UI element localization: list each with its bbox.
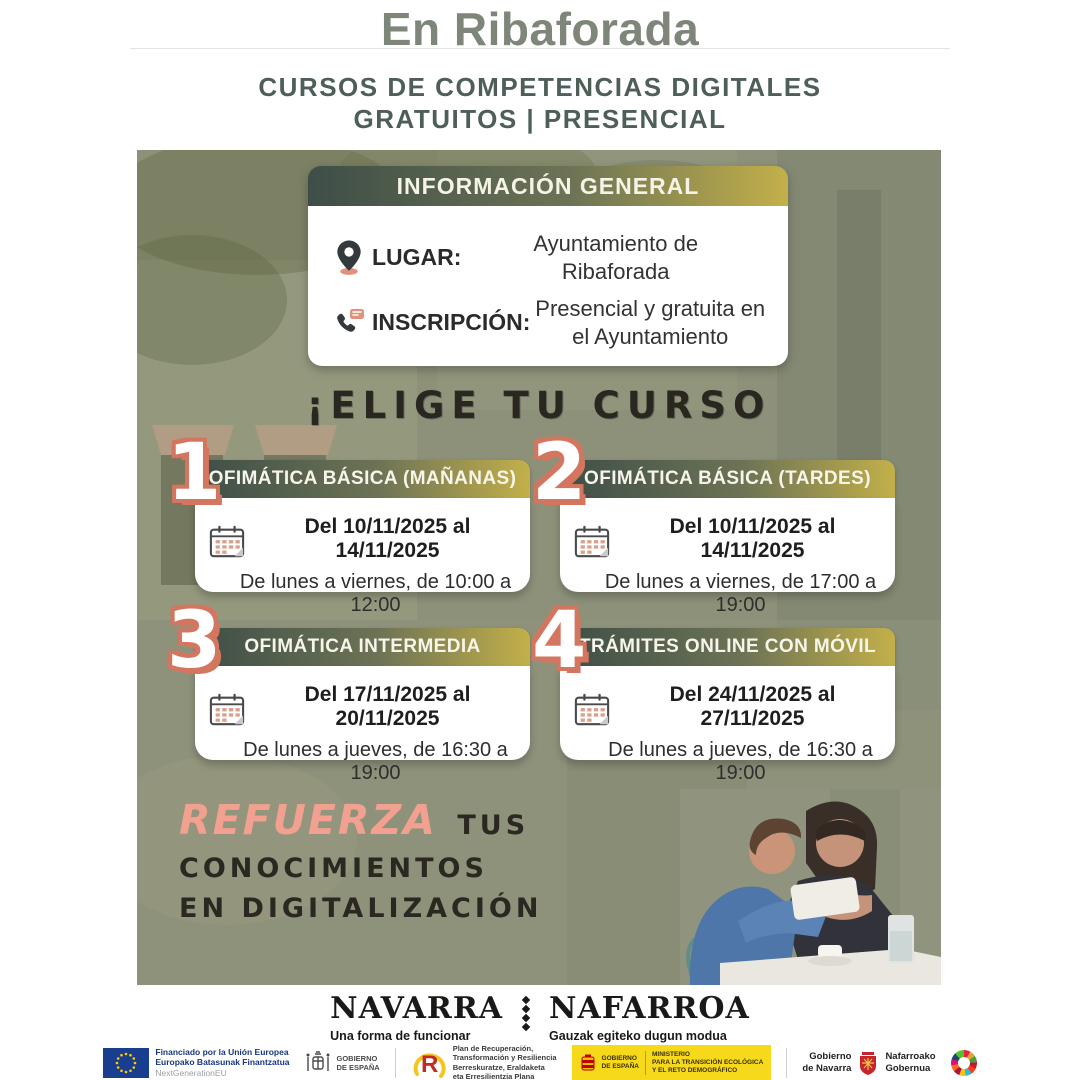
brand-navarra: NAVARRA <box>330 991 504 1026</box>
brand-left-block <box>330 991 504 1043</box>
calendar-icon <box>208 692 246 733</box>
eu-flag-icon <box>103 1048 149 1078</box>
spain-mini-coat-icon <box>580 1054 596 1072</box>
sdg-wheel-icon <box>951 1050 977 1076</box>
calendar-icon <box>573 524 611 565</box>
brand-nafarroa-tagline: Gauzak egiteko dugun modua <box>549 1029 727 1043</box>
svg-text:R: R <box>420 1050 439 1078</box>
registration-label: INSCRIPCIÓN: <box>372 309 531 335</box>
divider <box>395 1048 396 1078</box>
location-value: Ayuntamiento de Ribaforada <box>533 231 699 284</box>
motivation-tagline <box>179 796 542 924</box>
recovery-plan-logo <box>411 1044 557 1080</box>
info-row-location <box>326 230 770 285</box>
phone-icon <box>326 308 372 338</box>
brand-nafarroa: NAFARROA <box>549 991 750 1026</box>
tagline-line1 <box>179 796 542 844</box>
brand-right-block <box>549 991 750 1043</box>
calendar-icon <box>208 524 246 565</box>
recovery-plan-text: Plan de Recuperación, Transformación y Resiliencia Berreskuratze, Eraldaketa eta Erresilientzia Plana <box>452 1044 557 1080</box>
navarra-gov-label-eu: Nafarroako Gobernua <box>885 1051 936 1074</box>
general-info-card <box>308 166 788 366</box>
location-pin-icon <box>326 240 372 276</box>
course-body-3 <box>195 666 530 784</box>
registration-value: Presencial y gratuita en el Ayuntamiento <box>535 296 766 349</box>
ministry-name-label: MINISTERIO PARA LA TRANSICIÓN ECOLÓGICA Y EL RETO DEMOGRÁFICO <box>651 1051 764 1074</box>
navarra-shield-icon <box>857 1050 879 1076</box>
tagline-highlight: REFUERZA <box>179 796 437 844</box>
poster-canvas <box>137 150 941 985</box>
institutional-logos <box>0 1044 1080 1080</box>
tagline-rest: TUS <box>457 810 530 841</box>
tagline-line3: EN DIGITALIZACIÓN <box>179 893 543 924</box>
course-body-2 <box>560 498 895 616</box>
course-dates-1: Del 10/11/2025 al 14/11/2025 <box>304 515 471 562</box>
spain-coat-of-arms-icon <box>305 1049 331 1077</box>
course-schedule-4: De lunes a jueves, de 16:30 a 19:00 <box>608 739 873 784</box>
eu-funding-logo <box>103 1047 289 1079</box>
recovery-plan-icon <box>411 1046 447 1080</box>
general-info-header: INFORMACIÓN GENERAL <box>308 166 788 206</box>
location-label: LUGAR: <box>372 244 462 270</box>
page-title: En Ribaforada <box>380 3 700 55</box>
page-subtitle-line1: CURSOS DE COMPETENCIAS DIGITALES <box>258 72 822 102</box>
ministry-gov-label: GOBIERNO DE ESPAÑA <box>601 1054 639 1070</box>
selfie-photo <box>680 789 941 985</box>
brand-separator-icon <box>523 994 529 1030</box>
course-title-1: OFIMÁTICA BÁSICA (MAÑANAS) <box>195 460 530 498</box>
course-title-4: TRÁMITES ONLINE CON MÓVIL <box>560 628 895 666</box>
course-title-3: OFIMÁTICA INTERMEDIA <box>195 628 530 666</box>
navarra-government-logo <box>802 1050 935 1076</box>
course-body-4 <box>560 666 895 784</box>
course-schedule-1: De lunes a viernes, de 10:00 a 12:00 <box>239 571 512 616</box>
choose-course-heading: ¡ELIGE TU CURSO <box>306 384 772 427</box>
info-row-registration <box>326 295 770 350</box>
course-card-1 <box>167 428 530 616</box>
course-dates-3: Del 17/11/2025 al 20/11/2025 <box>304 683 471 730</box>
brand-navarra-tagline: Una forma de funcionar <box>330 1029 471 1043</box>
page-subtitle-line2: GRATUITOS | PRESENCIAL <box>353 104 727 134</box>
course-number-1: 1 <box>167 428 222 518</box>
calendar-icon <box>573 692 611 733</box>
course-dates-2: Del 10/11/2025 al 14/11/2025 <box>669 515 836 562</box>
course-card-3 <box>167 596 530 784</box>
course-number-4: 4 <box>532 596 587 686</box>
course-schedule-2: De lunes a viernes, de 17:00 a 19:00 <box>604 571 877 616</box>
tagline-line2: CONOCIMIENTOS <box>179 853 488 884</box>
divider <box>645 1051 646 1075</box>
spain-government-label: GOBIERNO DE ESPAÑA <box>336 1053 380 1072</box>
divider <box>786 1048 787 1078</box>
course-card-2 <box>532 428 895 616</box>
course-title-2: OFIMÁTICA BÁSICA (TARDES) <box>560 460 895 498</box>
general-info-body <box>308 206 788 366</box>
spain-government-logo <box>305 1049 380 1077</box>
course-schedule-3: De lunes a jueves, de 16:30 a 19:00 <box>243 739 508 784</box>
eu-funding-text: Financiado por la Unión Europea Europako Batasunak Finantzatua NextGenerationEU <box>155 1046 290 1079</box>
course-dates-4: Del 24/11/2025 al 27/11/2025 <box>669 683 836 730</box>
course-number-2: 2 <box>532 428 587 518</box>
navarra-brand <box>0 991 1080 1043</box>
navarra-gov-label-es: Gobierno de Navarra <box>802 1051 852 1074</box>
ministry-banner <box>572 1045 772 1080</box>
course-body-1 <box>195 498 530 616</box>
course-card-4 <box>532 596 895 784</box>
course-number-3: 3 <box>167 596 222 686</box>
